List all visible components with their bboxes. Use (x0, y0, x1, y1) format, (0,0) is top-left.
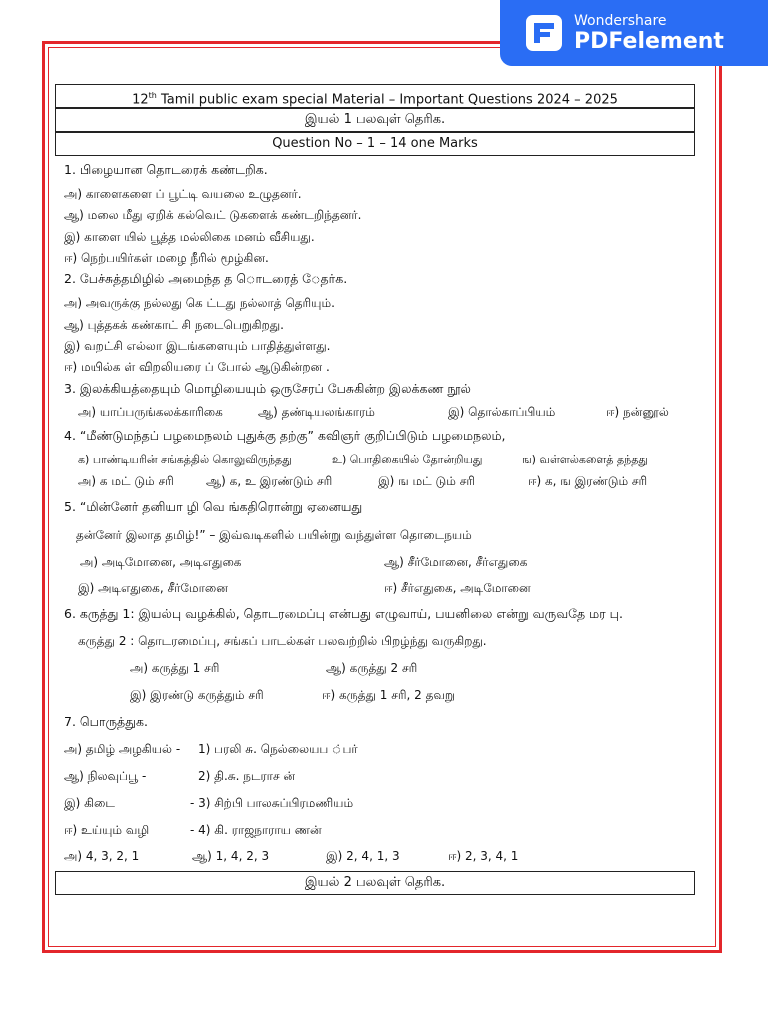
q3-option-a: அ) யாப்பருங்கலக்காரிகை (78, 405, 223, 419)
q2-option-b: ஆ) புத்தகக் கண்காட் சி நடைபெறுகிறது. (64, 318, 284, 332)
q4-option-d: ஈ) க, ங இரண்டும் சரி (528, 474, 648, 488)
q6-option-c: இ) இரண்டு கருத்தும் சரி (130, 688, 264, 702)
q5-option-d: ஈ) சீர்எதுகை, அடிமோனை (384, 581, 531, 595)
pdfelement-badge (500, 0, 768, 66)
q7-pair-right-4: - 4) கி. ராஜநாராய ணன் (190, 823, 322, 837)
q4-option-a: அ) க மட் டும் சரி (78, 474, 174, 488)
q1-question: 1. பிழையான தொடரைக் கண்டறிக. (64, 162, 268, 177)
q4-sub-option-nga: ங) வள்ளல்களைத் தந்தது (522, 453, 648, 466)
unit-2-heading: இயல் 2 பலவுள் தெரிக. (55, 871, 695, 895)
q2-option-a: அ) அவருக்கு நல்லது கெ ட்டது நல்லாத் தெரியும். (64, 296, 335, 310)
q7-option-b: ஆ) 1, 4, 2, 3 (192, 849, 270, 863)
q7-pair-right-1: 1) பரலி சு. நெல்லையப ்பர் (198, 742, 358, 756)
q7-pair-left-a: அ) தமிழ் அழகியல் - (64, 742, 181, 756)
q6-option-b: ஆ) கருத்து 2 சரி (326, 661, 418, 675)
q5-question-line1: 5. “மின்னேர் தனியா ழி வெ ங்கதிரொன்று ஏனையது (64, 499, 363, 514)
q7-option-d: ஈ) 2, 3, 4, 1 (448, 849, 519, 863)
q7-pair-right-3: - 3) சிற்பி பாலசுப்பிரமணியம் (190, 796, 354, 810)
question-range-heading: Question No – 1 – 14 one Marks (55, 132, 695, 156)
q7-pair-left-c: இ) கிடை (64, 796, 115, 810)
q5-option-c: இ) அடிஎதுகை, சீர்மோனை (78, 581, 228, 595)
q4-sub-option-ka: க) பாண்டியரின் சங்கத்தில் கொலுவிருந்தது (78, 453, 292, 466)
unit-1-heading: இயல் 1 பலவுள் தெரிக. (55, 108, 695, 132)
q5-question-line2: தன்னேர் இலாத தமிழ்!” – இவ்வடிகளில் பயின்று வந்துள்ள தொடைநயம் (76, 528, 472, 542)
q7-pair-left-b: ஆ) நிலவுப்பூ - (64, 769, 147, 783)
q4-option-b: ஆ) க, உ இரண்டும் சரி (206, 474, 333, 488)
q3-question: 3. இலக்கியத்தையும் மொழியையும் ஒருசேரப் பேசுகின்ற இலக்கண நூல் (64, 381, 471, 396)
page-border-inner (48, 47, 716, 947)
q7-option-a: அ) 4, 3, 2, 1 (64, 849, 140, 863)
badge-brand: Wondershare (574, 12, 667, 29)
q6-statement-2: கருத்து 2 : தொடரமைப்பு, சங்கப் பாடல்கள் பலவற்றில் பிறழ்ந்து வருகிறது. (78, 634, 487, 648)
q5-option-a: அ) அடிமோனை, அடிஎதுகை (80, 555, 242, 569)
q7-pair-left-d: ஈ) உய்யும் வழி (64, 823, 150, 837)
q2-question: 2. பேச்சுத்தமிழில் அமைந்த த ொடரைத் ேதர்க. (64, 271, 348, 286)
q1-option-b: ஆ) மலை மீது ஏறிக் கல்வெட் டுகளைக் கண்டறிந்தனர். (64, 208, 362, 222)
q5-option-b: ஆ) சீர்மோனை, சீர்எதுகை (384, 555, 528, 569)
document-title: 12th Tamil public exam special Material – Important Questions 2024 – 2025 (55, 84, 695, 108)
q1-option-a: அ) காளைகளை ப் பூட்டி வயலை உழுதனர். (64, 187, 302, 201)
q1-option-c: இ) காளை யில் பூத்த மல்லிகை மனம் வீசியது. (64, 230, 315, 244)
q1-option-d: ஈ) நெற்பயிர்கள் மழை நீரில் மூழ்கின. (64, 251, 269, 265)
pdfelement-logo-icon (526, 15, 562, 51)
q7-pair-right-2: 2) தி.சு. நடராச ன் (198, 769, 296, 783)
q6-option-d: ஈ) கருத்து 1 சரி, 2 தவறு (322, 688, 455, 702)
q6-statement-1: 6. கருத்து 1: இயல்பு வழக்கில், தொடரமைப்பு என்பது எழுவாய், பயனிலை என்று வருவதே மர பு. (64, 606, 623, 621)
badge-product: PDFelement (574, 28, 724, 54)
q4-sub-option-u: உ) பொதிகையில் தோன்றியது (332, 453, 483, 466)
q3-option-c: இ) தொல்காப்பியம் (448, 405, 556, 419)
q2-option-c: இ) வறட்சி எல்லா இடங்களையும் பாதித்துள்ளது. (64, 339, 331, 353)
q3-option-d: ஈ) நன்னூல் (606, 405, 669, 419)
q7-question: 7. பொருத்துக. (64, 714, 148, 729)
q2-option-d: ஈ) மயில்க ள் விறலியரை ப் போல் ஆடுகின்றன . (64, 360, 330, 374)
q7-option-c: இ) 2, 4, 1, 3 (326, 849, 400, 863)
q6-option-a: அ) கருத்து 1 சரி (130, 661, 220, 675)
q4-question: 4. “மீண்டுமந்தப் பழமைநலம் புதுக்கு தற்கு” கவிஞர் குறிப்பிடும் பழமைநலம், (64, 428, 506, 443)
q4-option-c: இ) ங மட் டும் சரி (378, 474, 475, 488)
q3-option-b: ஆ) தண்டியலங்காரம் (258, 405, 375, 419)
